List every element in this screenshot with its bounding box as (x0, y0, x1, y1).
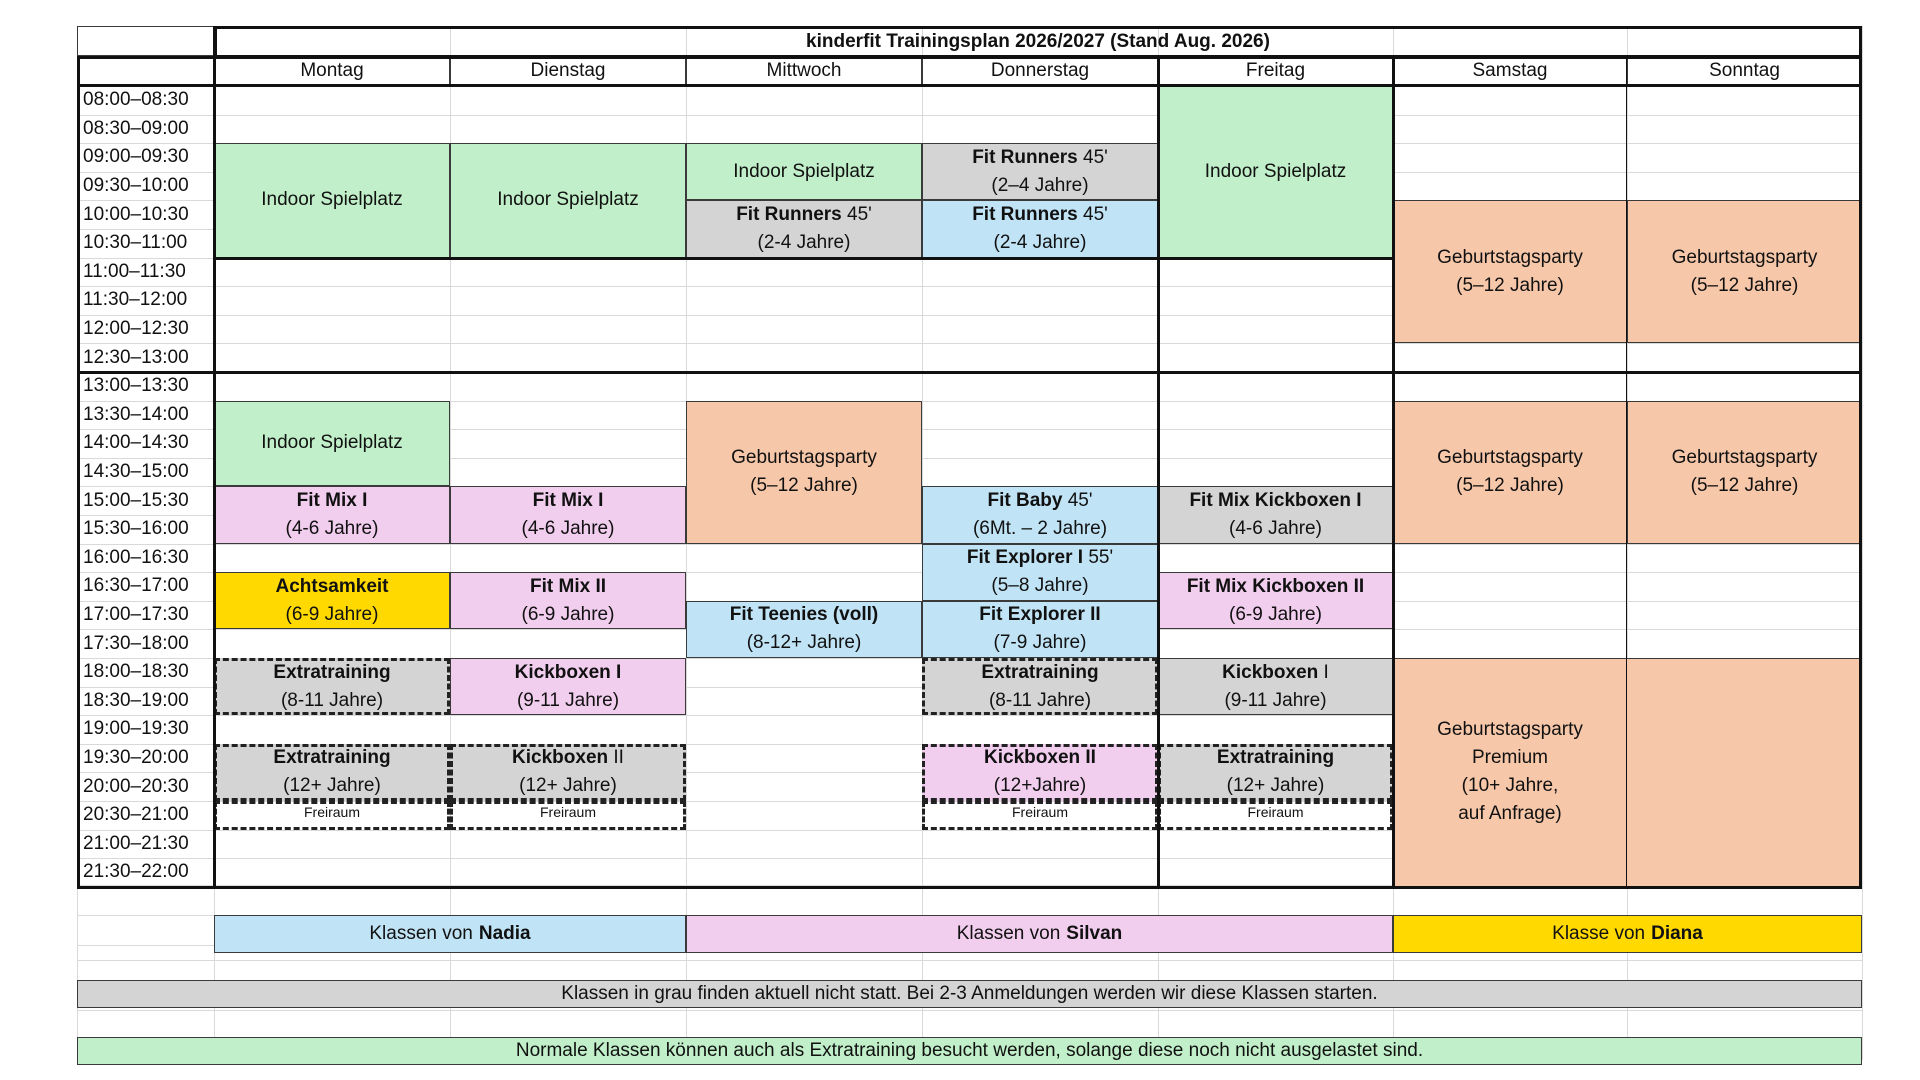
day-header-donnerstag (922, 56, 1158, 86)
class-name: Fit Baby (987, 489, 1063, 511)
time-slot-label (77, 372, 214, 401)
class-block-extratraining (214, 744, 450, 801)
class-title (530, 573, 606, 601)
time-slot-label (77, 401, 214, 430)
section-divider (77, 84, 1862, 87)
legend-prefix: Klassen von (369, 923, 473, 944)
class-title (273, 744, 390, 772)
legend-diana (1393, 915, 1862, 953)
class-name: Fit Explorer I (966, 547, 1084, 569)
time-slot-label (77, 115, 214, 144)
class-block-geburtstagsparty (1627, 200, 1862, 343)
time-slot-label (77, 172, 214, 201)
grid-row-line (77, 343, 1862, 344)
class-duration: I (1318, 661, 1329, 683)
section-divider (77, 371, 1862, 374)
time-slot-label (77, 629, 214, 658)
class-age-range: (5–12 Jahre) (750, 475, 858, 497)
class-name: Geburtstagsparty (1671, 246, 1818, 268)
note-gray-classes (77, 980, 1862, 1008)
time-slot-label (77, 86, 214, 115)
class-block-indoor-spielplatz (686, 143, 922, 200)
note-extratraining (77, 1037, 1862, 1065)
class-block-extratraining (922, 658, 1158, 715)
grid-row-line (77, 887, 1862, 888)
time-slot-label (77, 858, 214, 887)
time-slot-text: 21:00–21:30 (83, 832, 189, 854)
class-title (1189, 487, 1361, 515)
class-duration: 55' (1083, 547, 1114, 569)
freiraum-slot (450, 801, 686, 830)
freiraum-slot (214, 801, 450, 830)
class-age-range: (8-11 Jahre) (988, 689, 1092, 711)
time-slot-text: 16:30–17:00 (83, 575, 189, 597)
time-slot-label (77, 343, 214, 372)
time-slot-label (77, 286, 214, 315)
class-age-range: (2-4 Jahre) (757, 231, 851, 253)
class-name: Geburtstagsparty (1437, 246, 1583, 268)
day-header-label: Mittwoch (766, 60, 842, 81)
day-header-label: Montag (300, 60, 364, 81)
class-name: Fit Runners (736, 203, 842, 225)
class-block-fit-teenies-voll (686, 601, 922, 658)
grid-col-line (1862, 26, 1863, 1060)
class-title (1672, 244, 1818, 272)
class-name: Fit Mix I (296, 489, 368, 511)
class-name: Fit Explorer II (979, 604, 1101, 626)
time-slot-text: 19:30–20:00 (83, 747, 189, 769)
class-title (736, 201, 872, 229)
premium-line: Premium (1471, 747, 1548, 769)
class-age-range: (12+ Jahre) (1226, 775, 1325, 797)
class-name: Kickboxen I (514, 661, 622, 683)
class-name: Achtsamkeit (275, 575, 389, 597)
time-slot-text: 20:00–20:30 (83, 775, 189, 797)
class-title (261, 429, 403, 457)
class-title (972, 201, 1108, 229)
time-slot-label (77, 744, 214, 773)
class-age-range: (12+Jahre) (993, 775, 1087, 797)
class-block-fit-mix-i (450, 486, 686, 543)
class-duration: 45' (841, 203, 872, 225)
time-slot-label (77, 458, 214, 487)
time-slot-label (77, 830, 214, 859)
time-slot-text: 08:30–09:00 (83, 117, 189, 139)
class-name: Extratraining (273, 747, 391, 769)
day-header-label: Sonntag (1709, 60, 1780, 81)
legend-silvan (686, 915, 1393, 953)
class-name: Fit Mix Kickboxen I (1189, 489, 1362, 511)
class-block-indoor-spielplatz (214, 143, 450, 257)
class-block-fit-explorer-ii (922, 601, 1158, 658)
class-title (981, 659, 1098, 687)
class-name: Fit Runners (972, 146, 1078, 168)
class-title (261, 186, 403, 214)
time-slot-label (77, 486, 214, 515)
class-name: Indoor Spielplatz (733, 160, 875, 182)
class-title (984, 744, 1096, 772)
time-slot-text: 15:30–16:00 (83, 518, 189, 540)
class-age-range: (9-11 Jahre) (516, 689, 620, 711)
legend-name: Silvan (1066, 923, 1123, 944)
column-divider (1157, 56, 1160, 887)
class-title (1187, 573, 1364, 601)
class-age-range: (5–12 Jahre) (1690, 475, 1799, 497)
class-age-range: (6-9 Jahre) (285, 603, 379, 625)
class-name: Fit Mix I (532, 489, 604, 511)
class-title (730, 601, 879, 629)
page-title-text: kinderfit Trainingsplan 2026/2027 (Stand Aug. 2026) (806, 31, 1270, 52)
legend-nadia (214, 915, 686, 953)
class-title (988, 487, 1093, 515)
class-block-fit-explorer-i (922, 544, 1158, 601)
grid-row-line (77, 115, 1862, 116)
page-title (214, 26, 1862, 58)
column-divider-thin (1626, 56, 1627, 887)
grid-row-line (77, 960, 1862, 961)
section-divider (214, 257, 1393, 260)
time-slot-label (77, 200, 214, 229)
day-header-freitag (1158, 56, 1393, 86)
time-slot-text: 10:30–11:00 (83, 232, 188, 254)
class-title (1672, 444, 1818, 472)
class-block-fit-baby (922, 486, 1158, 543)
time-slot-label (77, 658, 214, 687)
class-block-premium-party (1393, 658, 1627, 887)
class-block-indoor-spielplatz (450, 143, 686, 257)
freiraum-label: Freiraum (539, 804, 596, 820)
class-duration: II (608, 747, 624, 769)
legend-name: Nadia (478, 923, 531, 944)
class-age-range: (4-6 Jahre) (285, 517, 379, 539)
class-block-kickboxen-i (450, 658, 686, 715)
class-age-range: (5–12 Jahre) (1456, 475, 1564, 497)
class-block-fit-runners (686, 200, 922, 257)
time-slot-label (77, 687, 214, 716)
time-slot-text: 15:00–15:30 (83, 489, 189, 511)
time-slot-text: 16:00–16:30 (83, 546, 189, 568)
time-slot-text: 14:00–14:30 (83, 432, 189, 454)
time-slot-text: 17:00–17:30 (83, 604, 189, 626)
time-slot-text: 12:30–13:00 (83, 346, 189, 368)
class-title (297, 487, 368, 515)
class-block-fit-mix-kickboxen-i (1158, 486, 1393, 543)
time-slot-label (77, 544, 214, 573)
class-age-range: (2–4 Jahre) (991, 174, 1089, 196)
day-header-montag (214, 56, 450, 86)
time-slot-text: 09:00–09:30 (83, 146, 189, 168)
time-slot-text: 18:00–18:30 (83, 661, 189, 683)
class-name: Kickboxen (1222, 661, 1319, 683)
time-slot-text: 20:30–21:00 (83, 804, 189, 826)
class-block-fit-runners (922, 143, 1158, 200)
note-text: Klassen in grau finden aktuell nicht statt. Bei 2-3 Anmeldungen werden wir diese Klassen starten. (561, 983, 1378, 1004)
time-slot-text: 09:30–10:00 (83, 175, 189, 197)
class-block-geburtstagsparty (1627, 401, 1862, 544)
time-slot-text: 08:00–08:30 (83, 89, 189, 111)
legend-prefix: Klassen von (956, 923, 1061, 944)
time-slot-label (77, 143, 214, 172)
class-age-range: (9-11 Jahre) (1224, 689, 1327, 711)
column-divider (213, 26, 216, 887)
premium-line: (10+ Jahre, (1461, 775, 1559, 797)
class-name: Geburtstagsparty (731, 447, 877, 469)
class-duration: 45' (1062, 489, 1093, 511)
class-title (1205, 158, 1347, 186)
day-header-label: Samstag (1472, 60, 1548, 81)
class-block-kickboxen-ii (922, 744, 1158, 801)
time-slot-text: 19:00–19:30 (83, 718, 189, 740)
class-title (273, 659, 390, 687)
class-age-range: (6Mt. – 2 Jahre) (972, 517, 1108, 539)
freiraum-slot (922, 801, 1158, 830)
class-age-range: (7-9 Jahre) (993, 632, 1087, 654)
class-block-indoor-spielplatz (1158, 86, 1393, 258)
class-name: Indoor Spielplatz (1204, 160, 1347, 182)
class-title (972, 144, 1108, 172)
class-age-range: (2-4 Jahre) (993, 231, 1087, 253)
note-text: Normale Klassen können auch als Extratraining besucht werden, solange diese noch nicht ausgelastet sind. (515, 1040, 1424, 1061)
class-duration: 45' (1077, 146, 1108, 168)
class-title (533, 487, 604, 515)
time-slot-label (77, 801, 214, 830)
time-slot-label (77, 258, 214, 287)
class-name: Indoor Spielplatz (261, 432, 403, 454)
day-header-label: Freitag (1245, 60, 1306, 81)
class-name: Extratraining (1216, 747, 1335, 769)
time-slot-text: 11:00–11:30 (83, 260, 186, 282)
day-header-label: Dienstag (530, 60, 606, 81)
class-age-range: (6-9 Jahre) (1229, 603, 1322, 625)
class-name: Indoor Spielplatz (261, 189, 403, 211)
time-slot-label (77, 601, 214, 630)
class-age-range: (5–12 Jahre) (1690, 274, 1799, 296)
class-name: Indoor Spielplatz (497, 189, 639, 211)
time-slot-text: 12:00–12:30 (83, 318, 189, 340)
class-title (276, 573, 389, 601)
class-age-range: (12+ Jahre) (519, 775, 617, 797)
class-name: Fit Runners (972, 203, 1078, 225)
time-slot-label (77, 429, 214, 458)
class-name: Fit Mix II (530, 575, 606, 597)
time-slot-text: 13:00–13:30 (83, 375, 189, 397)
time-slot-label (77, 315, 214, 344)
column-divider (1392, 56, 1395, 887)
class-name: Kickboxen II (984, 747, 1096, 769)
class-block-indoor-spielplatz (214, 401, 450, 487)
time-slot-label (77, 515, 214, 544)
class-age-range: (5–12 Jahre) (1456, 274, 1564, 296)
class-duration: 45' (1077, 203, 1108, 225)
class-age-range: (8-11 Jahre) (280, 689, 384, 711)
class-title (979, 601, 1100, 629)
class-age-range: (5–8 Jahre) (991, 575, 1089, 597)
class-title (1437, 244, 1583, 272)
freiraum-label: Freiraum (1247, 804, 1304, 820)
class-title (733, 158, 875, 186)
freiraum-label: Freiraum (303, 804, 360, 820)
class-block-geburtstagsparty (1393, 200, 1627, 343)
class-block-fit-runners (922, 200, 1158, 257)
class-age-range: (12+ Jahre) (283, 775, 381, 797)
day-header-label: Donnerstag (990, 60, 1090, 81)
time-slot-text: 17:30–18:00 (83, 632, 189, 654)
day-header-sonntag (1627, 56, 1862, 86)
time-slot-text: 13:30–14:00 (83, 403, 189, 425)
freiraum-slot (1158, 801, 1393, 830)
class-block-geburtstagsparty (686, 401, 922, 544)
class-age-range: (6-9 Jahre) (521, 603, 615, 625)
class-block-fit-mix-ii (450, 572, 686, 629)
time-slot-text: 14:30–15:00 (83, 461, 189, 483)
class-block-geburtstagsparty (1393, 401, 1627, 544)
premium-line: Geburtstagsparty (1437, 719, 1583, 741)
class-name: Fit Mix Kickboxen II (1186, 575, 1365, 597)
class-title (967, 544, 1113, 572)
legend-name: Diana (1651, 923, 1703, 944)
premium-line: auf Anfrage) (1458, 803, 1562, 825)
title-blank-cell (77, 26, 214, 56)
freiraum-label: Freiraum (1011, 804, 1068, 820)
day-header-dienstag (450, 56, 686, 86)
class-block-extratraining (1158, 744, 1393, 801)
day-header-samstag (1393, 56, 1627, 86)
header-blank-cell (77, 56, 214, 86)
time-slot-text: 10:00–10:30 (83, 203, 189, 225)
class-title (1217, 744, 1334, 772)
class-title (1437, 444, 1583, 472)
class-title (515, 659, 622, 687)
legend-prefix: Klasse von (1552, 923, 1646, 944)
time-slot-text: 21:30–22:00 (83, 861, 189, 883)
class-block-kickboxen (1158, 658, 1393, 715)
class-block-extratraining (214, 658, 450, 715)
class-name: Extratraining (981, 661, 1099, 683)
class-age-range: (4-6 Jahre) (1229, 517, 1322, 539)
time-slot-label (77, 772, 214, 801)
time-slot-label (77, 715, 214, 744)
class-name: Fit Teenies (voll) (729, 604, 879, 626)
class-block-achtsamkeit (214, 572, 450, 629)
class-title (512, 744, 624, 772)
class-name: Kickboxen (512, 747, 609, 769)
time-slot-text: 11:30–12:00 (83, 289, 188, 311)
class-block-premium-party-filler (1627, 658, 1862, 887)
time-slot-text: 18:30–19:00 (83, 689, 189, 711)
class-title (497, 186, 639, 214)
class-block-fit-mix-i (214, 486, 450, 543)
class-block-fit-mix-kickboxen-ii (1158, 572, 1393, 629)
class-age-range: (4-6 Jahre) (521, 517, 615, 539)
class-title (731, 444, 877, 472)
time-slot-label (77, 229, 214, 258)
class-name: Geburtstagsparty (1437, 447, 1583, 469)
class-title (1222, 659, 1329, 687)
day-header-mittwoch (686, 56, 922, 86)
class-name: Geburtstagsparty (1671, 447, 1818, 469)
class-age-range: (8-12+ Jahre) (746, 632, 862, 654)
time-slot-label (77, 572, 214, 601)
grid-row-line (77, 1010, 1862, 1011)
class-name: Extratraining (273, 661, 391, 683)
class-block-kickboxen (450, 744, 686, 801)
